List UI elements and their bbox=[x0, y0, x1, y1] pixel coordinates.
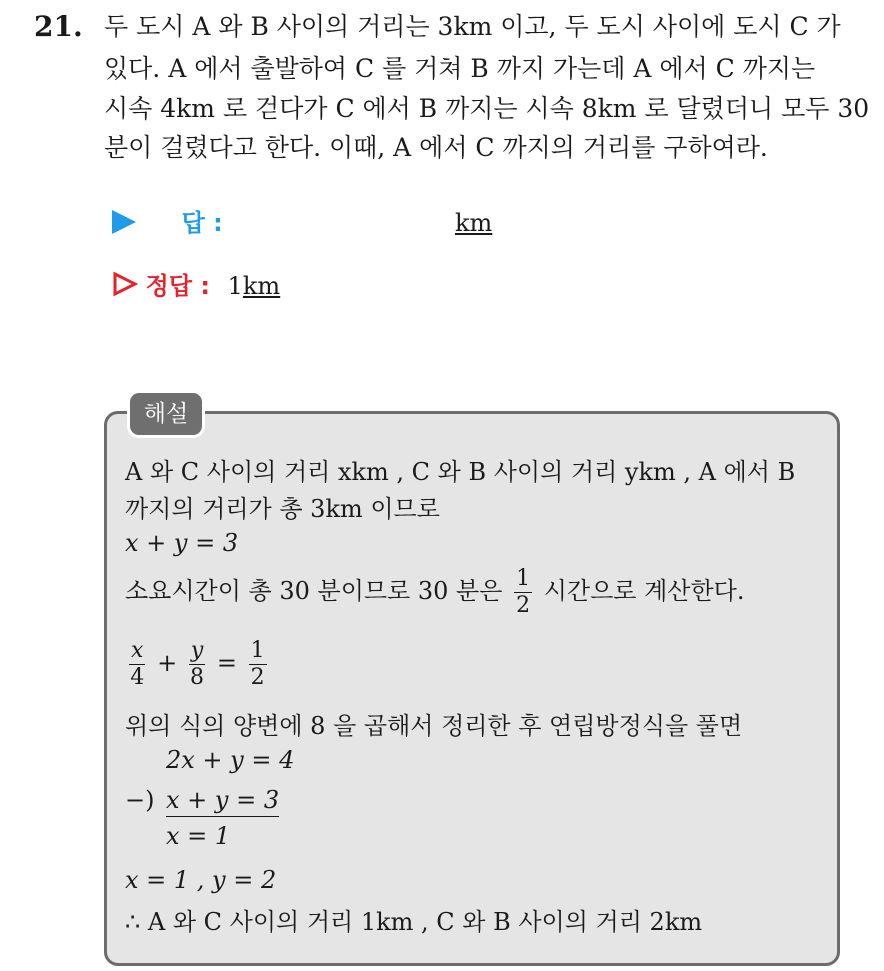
frac-y-den: 8 bbox=[190, 665, 205, 690]
answer-label: 답 : bbox=[181, 209, 223, 237]
system-eq-2: x + y = 3 bbox=[166, 786, 279, 817]
answer-unit: km bbox=[455, 209, 493, 237]
answer-row bbox=[112, 203, 223, 238]
outline-triangle-icon bbox=[112, 271, 138, 297]
problem-line-4: 분이 걸렸다고 한다. 이때, A 에서 C 까지의 거리를 구하여라. bbox=[104, 133, 768, 162]
correct-label: 정답 : bbox=[145, 272, 210, 300]
one-half bbox=[249, 638, 267, 691]
y-over-8 bbox=[189, 638, 205, 691]
frac-r-num: 1 bbox=[250, 638, 265, 663]
solution-tag: 해설 bbox=[127, 390, 205, 438]
system-eq-1: 2x + y = 4 bbox=[166, 746, 295, 774]
correct-unit: km bbox=[242, 272, 281, 300]
solution-line-3 bbox=[125, 566, 744, 619]
system-result: x = 1 bbox=[166, 822, 231, 850]
frac-r-den: 2 bbox=[250, 665, 265, 690]
problem-number: 21. bbox=[34, 10, 83, 43]
frac-y-num: y bbox=[190, 638, 204, 663]
correct-value: 1 bbox=[227, 272, 243, 300]
solution-line-5: x = 1 , y = 2 bbox=[125, 866, 277, 894]
frac-x-num: x bbox=[131, 638, 144, 663]
half-fraction bbox=[514, 566, 532, 619]
half-denominator: 2 bbox=[516, 593, 531, 618]
solution-line-1: A 와 C 사이의 거리 xkm , C 와 B 사이의 거리 ykm , A 에서 B bbox=[125, 458, 796, 486]
problem-line-2: 있다. A 에서 출발하여 C 를 거쳐 B 까지 가는데 A 에서 C 까지는 bbox=[104, 54, 816, 83]
solution-line-3b: 시간으로 계산한다. bbox=[543, 577, 745, 605]
frac-x-den: 4 bbox=[130, 665, 145, 690]
half-numerator: 1 bbox=[516, 566, 531, 591]
problem-line-3: 시속 4km 로 걷다가 C 에서 B 까지는 시속 8km 로 달렸더니 모두 30 bbox=[104, 94, 870, 123]
solution-line-6: ∴ A 와 C 사이의 거리 1km , C 와 B 사이의 거리 2km bbox=[125, 908, 703, 936]
fraction-equation bbox=[125, 638, 271, 691]
solution-line-3a: 소요시간이 총 30 분이므로 30 분은 bbox=[125, 577, 503, 605]
play-triangle-icon bbox=[112, 210, 136, 234]
solution-line-2: 까지의 거리가 총 3km 이므로 bbox=[125, 495, 440, 523]
x-over-4 bbox=[129, 638, 145, 691]
solution-line-4: 위의 식의 양변에 8 을 곱해서 정리한 후 연립방정식을 풀면 bbox=[125, 712, 743, 740]
correct-answer-row bbox=[112, 266, 280, 301]
plus-sign: + bbox=[157, 649, 178, 677]
equation-1: x + y = 3 bbox=[125, 529, 239, 557]
problem-line-1: 두 도시 A 와 B 사이의 거리는 3km 이고, 두 도시 사이에 도시 C 가 bbox=[104, 12, 841, 41]
subtract-sign: −) bbox=[125, 786, 155, 814]
equals-sign: = bbox=[216, 649, 237, 677]
